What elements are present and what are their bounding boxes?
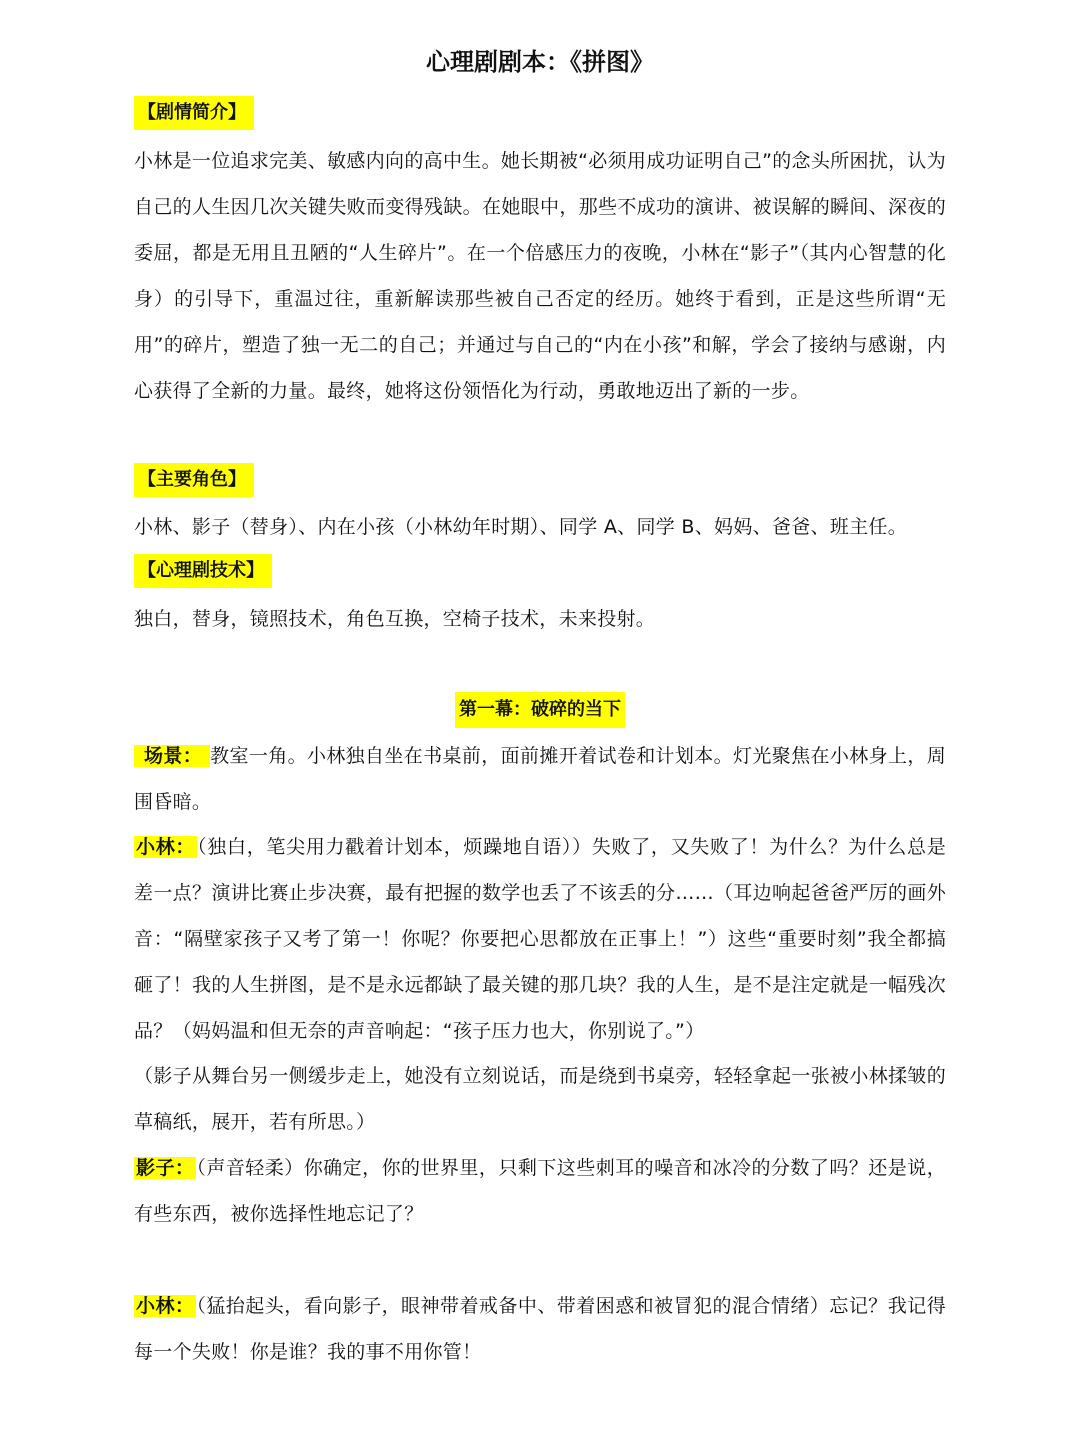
act1-scene [134, 733, 946, 825]
line-text: （猛抬起头，看向影子，眼神带着戒备中、带着困惑和被冒犯的混合情绪）忘记？我记得每一个失败！你是谁？我的事不用你管！ [134, 1295, 946, 1363]
synopsis-text: 小林是一位追求完美、敏感内向的高中生。她长期被“必须用成功证明自己”的念头所困扰，认为自己的人生因几次关键失败而变得残缺。在她眼中，那些不成功的演讲、被误解的瞬间、深夜的委屈，都是无用且丑陋的“人生碎片”。在一个倍感压力的夜晚，小林在“影子”（其内心智慧的化身）的引导下，重温过往，重新解读那些被自己否定的经历。她终于看到，正是这些所谓“无用”的碎片，塑造了独一无二的自己；并通过与自己的“内在小孩”和解，学会了接纳与感谢，内心获得了全新的力量。最终，她将这份领悟化为行动，勇敢地迈出了新的一步。 [134, 150, 946, 402]
speaker-xiaolin: 小林： [136, 1295, 195, 1317]
act1-heading [0, 692, 1080, 728]
line-text: （独白，笔尖用力戳着计划本，烦躁地自语））失败了，又失败了！为什么？为什么总是差一点？演讲比赛止步决赛，最有把握的数学也丢了不该丢的分……（耳边响起爸爸严厉的画外音：“隔壁家孩子又考了第一！你呢？你要把心思都放在正事上！”）这些“重要时刻”我全都搞砸了！我的人生拼图，是不是永远都缺了最关键的那几块？我的人生，是不是注定就是一幅残次品？（妈妈温和但无奈的声音响起：“孩子压力也大，你别说了。”） [134, 836, 947, 1042]
act1-stage-direction: （影子从舞台另一侧缓步走上，她没有立刻说话，而是绕到书桌旁，轻轻拿起一张被小林揉皱的草稿纸，展开，若有所思。） [134, 1065, 946, 1133]
act1-line-xiaolin-2 [134, 1283, 946, 1375]
line-text: （声音轻柔）你确定，你的世界里，只剩下这些刺耳的噪音和冰冷的分数了吗？还是说，有些东西，被你选择性地忘记了？ [134, 1157, 946, 1225]
page-title: 心理剧剧本：《拼图》 [426, 48, 654, 76]
act1-line-shadow [134, 1145, 946, 1237]
characters-label: 【主要角色】 [134, 463, 254, 497]
act1-line-xiaolin-1 [134, 824, 946, 1054]
scene-label: 场景： [134, 745, 210, 767]
scene-text: 教室一角。小林独自坐在书桌前，面前摊开着试卷和计划本。灯光聚焦在小林身上，周围昏暗。 [134, 745, 946, 813]
speaker-xiaolin: 小林： [136, 836, 196, 858]
techniques-label: 【心理剧技术】 [134, 554, 272, 588]
act1-heading-text: 第一幕：破碎的当下 [455, 692, 625, 728]
synopsis-label: 【剧情简介】 [134, 96, 254, 130]
techniques-text: 独白，替身，镜照技术，角色互换，空椅子技术，未来投射。 [134, 608, 656, 630]
speaker-shadow: 影子： [136, 1157, 195, 1179]
characters-text: 小林、影子（替身）、内在小孩（小林幼年时期）、同学 A、同学 B、妈妈、爸爸、班主任。 [134, 516, 908, 538]
